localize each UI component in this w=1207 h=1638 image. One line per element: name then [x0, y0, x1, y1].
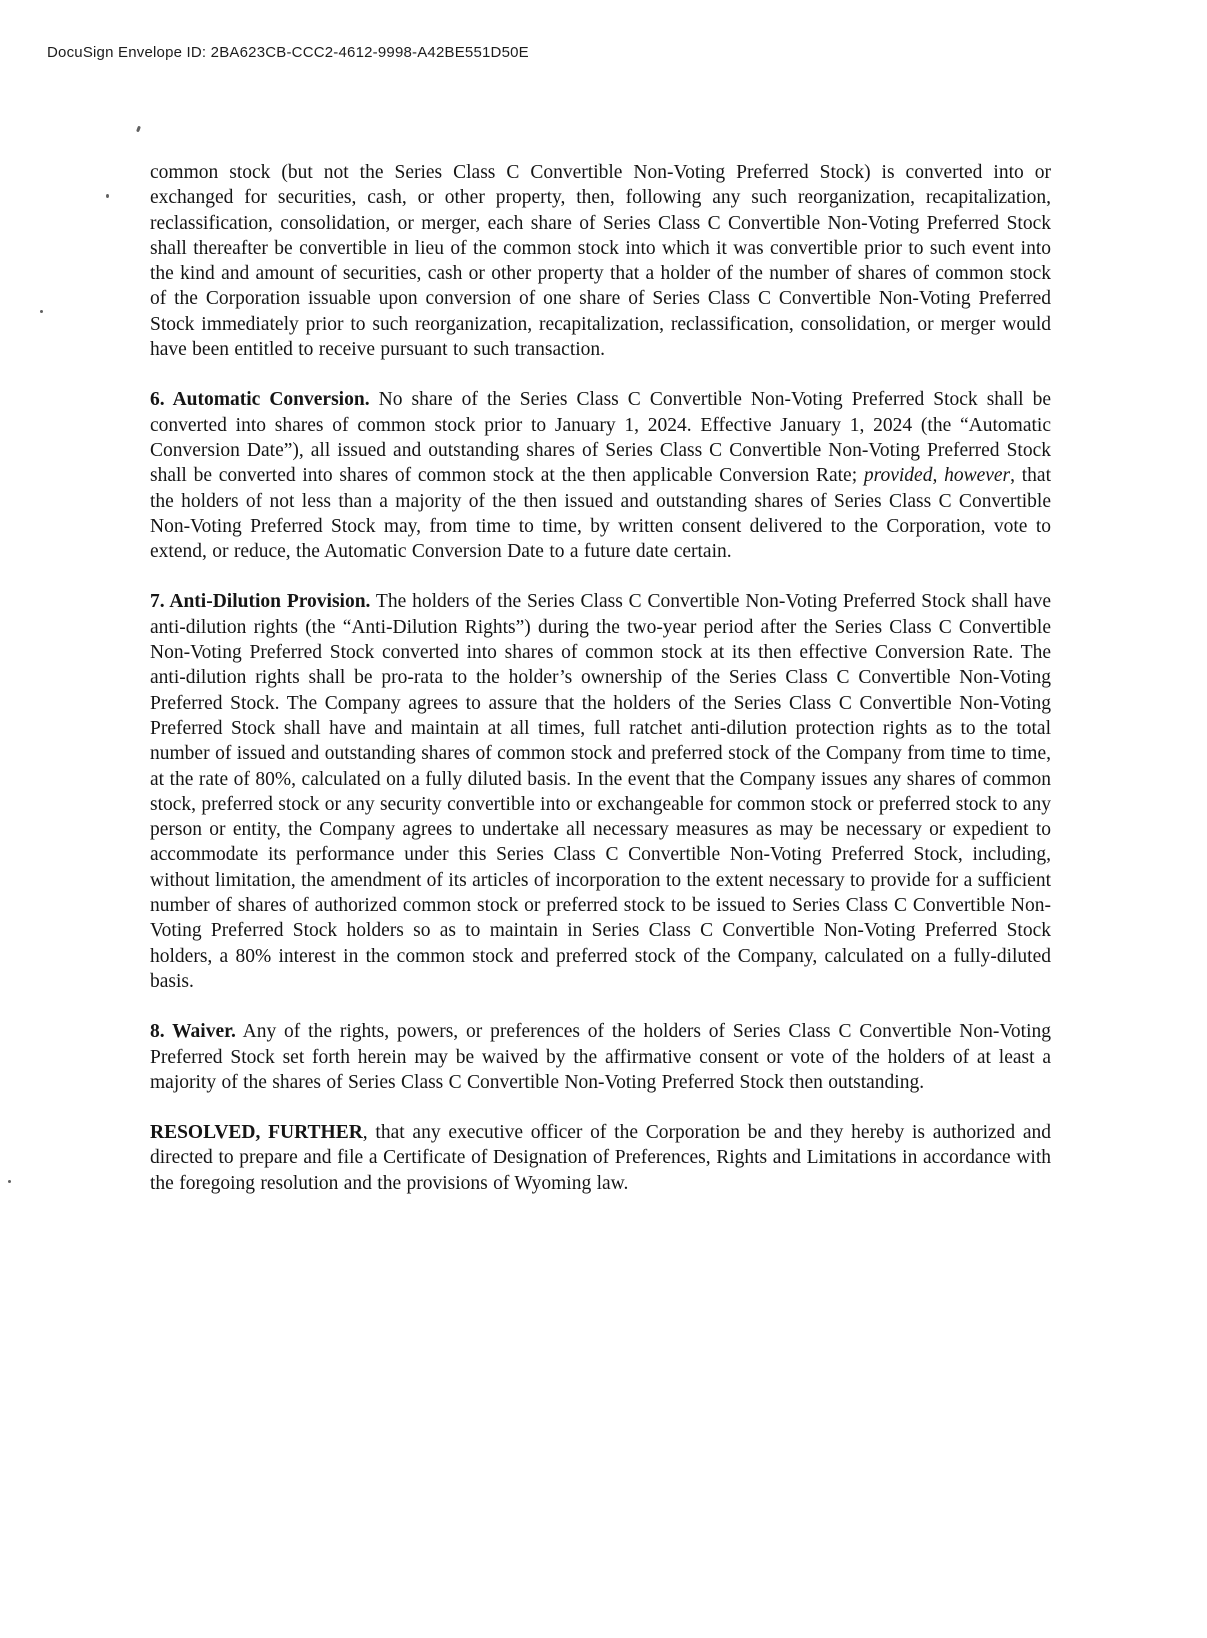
paragraph-text: Any of the rights, powers, or preferences of the holders of Series Class C Convertible Non-Voting Preferred Stock set forth herein may be waived by the affirmative consent or vote of the holders of at least a majority of the shares of Series Class C Convertible Non-Voting Preferred Stock then outstanding. — [150, 1021, 1051, 1093]
docusign-envelope-id: DocuSign Envelope ID: 2BA623CB-CCC2-4612-9998-A42BE551D50E — [47, 44, 529, 61]
paragraph — [150, 1019, 1051, 1095]
paragraph-text: , that any executive officer of the Corporation be and they hereby is authorized and directed to prepare and file a Certificate of Designation of Preferences, Rights and Limitations in accordance with the foregoing resolution and the provisions of Wyoming law. — [150, 1122, 1051, 1194]
paragraph-text: common stock (but not the Series Class C Convertible Non-Voting Preferred Stock) is converted into or exchanged for securities, cash, or other property, then, following any such reorganization, recapitalization, reclassification, consolidation, or merger, each share of Series Class C Convertible Non-Voting Preferred Stock shall thereafter be convertible in lieu of the common stock into which it was convertible prior to such event into the kind and amount of securities, cash or other property that a holder of the number of shares of common stock of the Corporation issuable upon conversion of one share of Series Class C Convertible Non-Voting Preferred Stock immediately prior to such reorganization, recapitalization, reclassification, consolidation, or merger would have been entitled to receive pursuant to such transaction. — [150, 162, 1051, 361]
paragraph — [150, 160, 1051, 362]
paragraph — [150, 1120, 1051, 1196]
paragraph-text: The holders of the Series Class C Convertible Non-Voting Preferred Stock shall have anti-dilution rights (the “Anti-Dilution Rights”) during the two-year period after the Series Class C Convertible Non-Voting Preferred Stock converted into shares of common stock at its then effective Conversion Rate. The anti-dilution rights shall be pro-rata to the holder’s ownership of the Series Class C Convertible Non-Voting Preferred Stock. The Company agrees to assure that the holders of the Series Class C Convertible Non-Voting Preferred Stock shall have and maintain at all times, full ratchet anti-dilution protection rights as to the total number of issued and outstanding shares of common stock and preferred stock of the Company from time to time, at the rate of 80%, calculated on a fully diluted basis. In the event that the Company issues any shares of common stock, preferred stock or any security convertible into or exchangeable for common stock or preferred stock to any person or entity, the Company agrees to undertake all necessary measures as may be necessary or expedient to accommodate its performance under this Series Class C Convertible Non-Voting Preferred Stock, including, without limitation, the amendment of its articles of incorporation to the extent necessary to provide for a sufficient number of shares of authorized common stock or preferred stock to be issued to Series Class C Convertible Non-Voting Preferred Stock holders so as to maintain in Series Class C Convertible Non-Voting Preferred Stock holders, a 80% interest in the common stock and preferred stock of the Company, calculated on a fully-diluted basis. — [150, 591, 1051, 992]
scan-artifact — [8, 1180, 11, 1183]
paragraph-lead: 7. Anti-Dilution Provision. — [150, 591, 371, 613]
paragraph-text: No share of the Series Class C Convertible Non-Voting Preferred Stock shall be converted into shares of common stock prior to January 1, 2024. Effective January 1, 2024 (the “Automatic Conversion Date”), all issued and outstanding shares of Series Class C Convertible Non-Voting Preferred Stock shall be converted into shares of common stock at the then applicable Conversion Rate; — [150, 389, 1051, 487]
document-body — [150, 160, 1051, 1221]
paragraph-lead: 8. Waiver. — [150, 1021, 236, 1043]
paragraph-text: provided, however — [863, 465, 1011, 487]
paragraph — [150, 589, 1051, 994]
scan-artifact — [106, 194, 109, 198]
paragraph-lead: 6. Automatic Conversion. — [150, 389, 370, 411]
scan-artifact — [136, 126, 141, 133]
paragraph-lead: RESOLVED, FURTHER — [150, 1122, 363, 1144]
paragraph-text: , that the holders of not less than a majority of the then issued and outstanding shares of Series Class C Convertible Non-Voting Preferred Stock may, from time to time, by written consent delivered to the Corporation, vote to extend, or reduce, the Automatic Conversion Date to a future date certain. — [150, 465, 1051, 563]
scan-artifact — [40, 310, 43, 313]
paragraph — [150, 387, 1051, 564]
